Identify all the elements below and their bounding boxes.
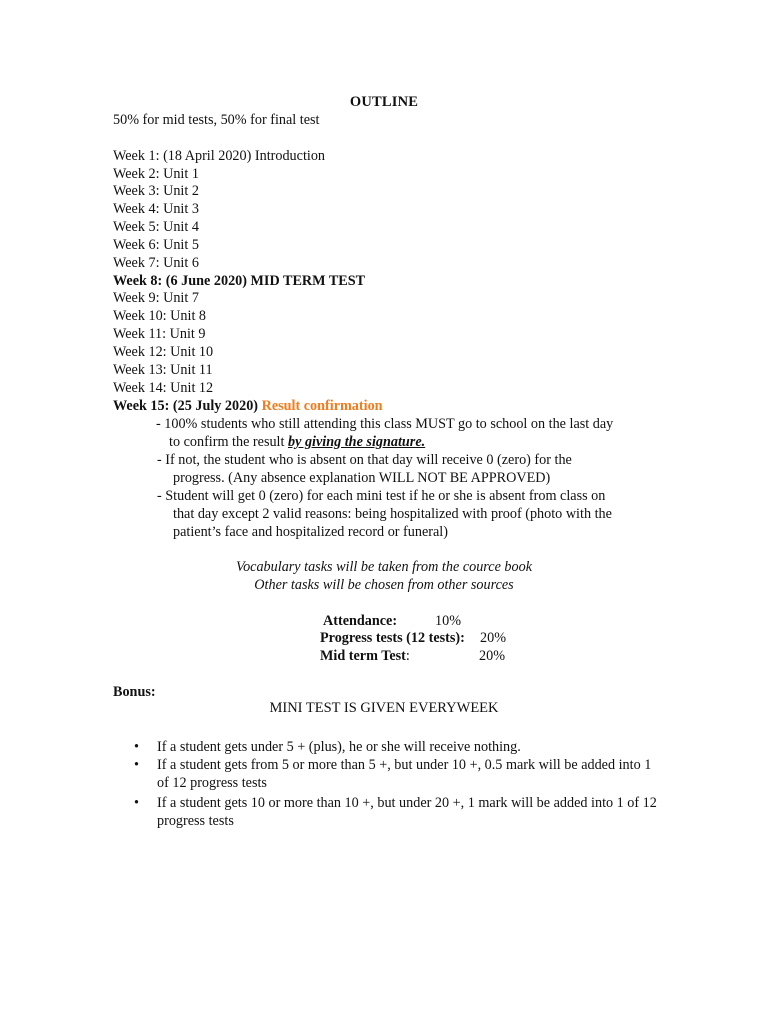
week-item: Week 2: Unit 1 bbox=[113, 166, 199, 182]
week-item: Week 7: Unit 6 bbox=[113, 255, 199, 271]
rule-signature: - 100% students who still attending this class MUST go to school on the last day to confirm the result by giving the signature. bbox=[156, 416, 614, 450]
week-item: Week 3: Unit 2 bbox=[113, 183, 199, 199]
attendance-value: 10% bbox=[435, 613, 462, 629]
week-item: Week 1: (18 April 2020) Introduction bbox=[113, 148, 326, 164]
other-source-note: Other tasks will be chosen from other sources bbox=[254, 577, 514, 593]
week-item: Week 5: Unit 4 bbox=[113, 219, 199, 235]
bullet-icon: • bbox=[134, 757, 139, 773]
week-item: Week 9: Unit 7 bbox=[113, 290, 199, 306]
bonus-label: Bonus: bbox=[113, 684, 156, 700]
midterm-test-label: Mid term Test bbox=[320, 648, 406, 664]
progress-tests-label: Progress tests (12 tests): bbox=[320, 630, 465, 646]
week-item: Week 4: Unit 3 bbox=[113, 201, 199, 217]
week-item: Week 11: Unit 9 bbox=[113, 326, 206, 342]
week-item-midterm: Week 8: (6 June 2020) MID TERM TEST bbox=[113, 273, 366, 289]
progress-tests-value: 20% bbox=[480, 630, 507, 646]
vocab-source-note: Vocabulary tasks will be taken from the cource book bbox=[235, 559, 533, 575]
week-15-item bbox=[113, 397, 383, 415]
bullet-icon: • bbox=[134, 795, 139, 811]
rule-absence: - If not, the student who is absent on that day will receive 0 (zero) for the progress. (Any absence explanation WILL NOT BE APPROVED) bbox=[157, 452, 572, 486]
page-title: OUTLINE bbox=[349, 94, 419, 110]
result-confirmation-highlight: Result confirmation bbox=[261, 398, 383, 414]
week-item: Week 6: Unit 5 bbox=[113, 237, 199, 253]
week-item: Week 14: Unit 12 bbox=[113, 380, 214, 396]
signature-emphasis: by giving the signature. bbox=[288, 434, 426, 450]
bullet-item: If a student gets 10 or more than 10 +, but under 20 +, 1 mark will be added into 1 of 12 progress tests bbox=[157, 795, 657, 829]
mini-test-title: MINI TEST IS GIVEN EVERYWEEK bbox=[269, 700, 499, 716]
grading-note: 50% for mid tests, 50% for final test bbox=[113, 112, 320, 128]
bullet-item: If a student gets from 5 or more than 5 +, but under 10 +, 0.5 mark will be added into 1 of 12 progress tests bbox=[157, 757, 652, 791]
bullet-item: If a student gets under 5 + (plus), he or she will receive nothing. bbox=[157, 739, 521, 755]
week-item: Week 10: Unit 8 bbox=[113, 308, 207, 324]
attendance-label: Attendance: bbox=[323, 613, 398, 629]
midterm-test-value: 20% bbox=[479, 648, 506, 664]
midterm-test-row: Mid term Test: bbox=[320, 648, 410, 664]
week-item: Week 12: Unit 10 bbox=[113, 344, 214, 360]
rule-mini-test-absence: - Student will get 0 (zero) for each mini test if he or she is absent from class on that day except 2 valid reasons: being hospitalized with proof (photo with the patient’s face and hospitalized record or funeral) bbox=[157, 488, 612, 540]
week-item: Week 13: Unit 11 bbox=[113, 362, 213, 378]
bullet-icon: • bbox=[134, 739, 139, 755]
week-15-label: Week 15: (25 July 2020) bbox=[113, 398, 259, 414]
